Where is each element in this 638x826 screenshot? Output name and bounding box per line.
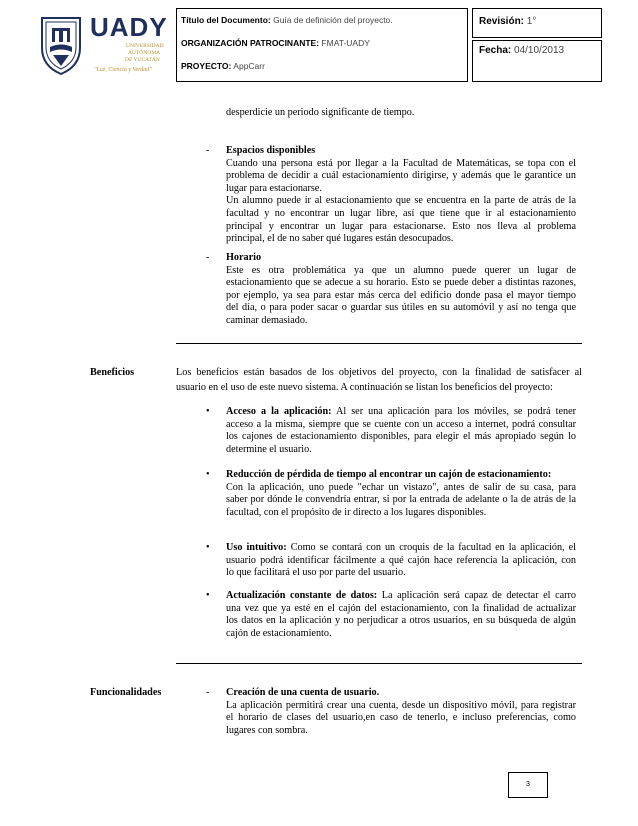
benefit-actualizacion-line: cajón de estacionamiento. [226,627,332,639]
item-espacios-line: Un alumno puede ir al estacionamiento que se encuentra en la parte de atrás de la [226,195,576,207]
revision-value: 1° [526,16,537,27]
dash-marker: - [206,687,210,698]
section-label-funcionalidades: Funcionalidades [90,687,162,698]
item-horario-line: Este es otra problemática ya que un alumno puede querer un lugar de [226,264,576,276]
benefit-acceso-line: los cajones de estacionamiento disponibles, para elegir el más apropiado según lo [226,431,576,443]
dash-marker: - [206,145,210,156]
benefit-uso-title: Uso intuitivo: [226,542,287,553]
logo-line-1: UNIVERSIDAD [126,43,164,49]
item-espacios-line: lugar para estacionarse. [226,182,322,194]
benefit-uso-line [226,542,576,555]
organization-line [181,38,370,48]
benefit-reduccion-line: saber por dónde le convendría entrar, si por la entrada de adelante o la de atrás de la [226,494,576,506]
benefit-acceso-line: acceso a la misma, siempre que se cuente con un acceso a internet, podrá consultar [226,418,576,430]
revision-label: Revisión: [479,16,525,27]
benefit-acceso-line [226,406,576,419]
item-espacios-line: principal y encontrar un lugar para estacionarse. Esto nos lleva al problema [226,220,576,232]
dash-marker: - [206,252,210,263]
benefit-actualizacion-line: los datos en la aplicación y no perjudicar a otros usuarios, en su búsqueda de algún [226,615,576,627]
function-cuenta-title: Creación de una cuenta de usuario. [226,687,380,698]
section-divider [176,663,582,664]
bullet-marker: • [206,590,210,601]
logo-motto: "Luz, Ciencia y Verdad" [94,67,152,73]
benefit-actualizacion-line: una vez que ya esté en el cajón del estacionamiento, con la finalidad de actualizar [226,602,576,614]
item-espacios-line: problema de decidir a cuál estacionamiento dirigirse, y además que le garantice un [226,170,576,182]
benefit-reduccion-line: facultad, con el propósito de ir directo a los lugares disponibles. [226,506,487,518]
continuation-line: desperdicie un periodo significante de tiempo. [226,107,415,118]
benefit-reduccion-title: Reducción de pérdida de tiempo al encontrar un cajón de estacionamiento: [226,469,552,480]
function-cuenta-line: el horario de clases del usuario,en caso de tenerlo, e incluso preferencias, como [226,712,576,724]
benefit-acceso-title: Acceso a la aplicación: [226,406,332,417]
benefit-reduccion-line: Con la aplicación, uno puede "echar un vistazo", antes de salir de su casa, para [226,481,576,493]
item-espacios-line: Cuando una persona está por llegar a la Facultad de Matemáticas, se topa con el [226,157,576,169]
organization-label: ORGANIZACIÓN PATROCINANTE: [181,38,320,48]
benefit-uso-line: lo que facilitará el uso por parte del usuario. [226,567,406,579]
date-line [479,45,564,56]
revision-line [479,16,536,27]
function-cuenta-line: lugares con sombra. [226,724,308,736]
logo-name: UADY [90,12,168,42]
logo-line-2: AUTÓNOMA [128,50,161,56]
project-label: PROYECTO: [181,61,232,71]
item-horario-title: Horario [226,252,262,263]
bullet-marker: • [206,406,210,417]
document-title-label: Título del Documento: [181,15,271,25]
item-espacios-title: Espacios disponibles [226,145,316,156]
document-info-box [176,8,468,82]
benefit-uso-line: usuario podrá identificar fácilmente a qué cajón hace referencia la aplicación, con [226,554,576,566]
bullet-marker: • [206,469,210,480]
page-number-box [508,772,548,798]
item-horario-line: por ejemplo, ya sea para estar más cerca del edificio donde pasa el mayor tiempo [226,289,576,301]
benefit-actualizacion-title: Actualización constante de datos: [226,590,378,601]
benefit-actualizacion-line [226,590,576,603]
item-horario-line: caminar demasiado. [226,315,308,326]
document-title-value: Guía de definición del proyecto. [273,15,393,25]
item-espacios-line: facultad y no encontrar un lugar libre, así que tiene que ir al estacionamiento [226,208,576,219]
date-box [472,40,602,82]
benefit-acceso-line: determine el usuario. [226,443,312,455]
item-horario-line: estacionamiento que se adecue a su horario. Esto se puede deber a distintas razones, [226,277,576,289]
benefits-intro-line: usuario en el uso de este nuevo sistema. A continuación se listan los beneficios del proyecto: [176,382,553,393]
benefit-actualizacion-text: La aplicación será capaz de detectar el carro [377,590,576,601]
project-value: AppCarr [233,61,265,71]
page-number: 3 [526,781,530,788]
benefits-intro-line: Los beneficios están basados de los objetivos del proyecto, con la finalidad de satisfacer al [176,367,582,378]
university-seal-icon [36,14,86,76]
organization-value: FMAT-UADY [321,38,370,48]
item-espacios-line: principal, el de no saber qué lugares están desocupados. [226,233,454,245]
logo-line-3: DE YUCATÁN [125,57,160,63]
revision-box [472,8,602,38]
date-value: 04/10/2013 [514,45,565,56]
benefit-acceso-text: Al ser una aplicación para los móviles, se podrá tener [331,406,577,417]
benefit-uso-text: Como se contará con un croquis de la facultad en la aplicación, el [286,542,576,553]
item-horario-line: del día, o para poder sacar o guardar sus útiles en su automóvil y así no tenga que [226,302,576,314]
bullet-marker: • [206,542,210,553]
function-cuenta-line: La aplicación permitirá crear una cuenta, desde un dispositivo móvil, para registrar [226,699,576,711]
uady-logo [36,12,168,78]
date-label: Fecha: [479,45,512,56]
section-label-beneficios: Beneficios [90,367,135,378]
section-divider [176,343,582,344]
document-title-line [181,15,393,25]
project-line [181,61,265,71]
